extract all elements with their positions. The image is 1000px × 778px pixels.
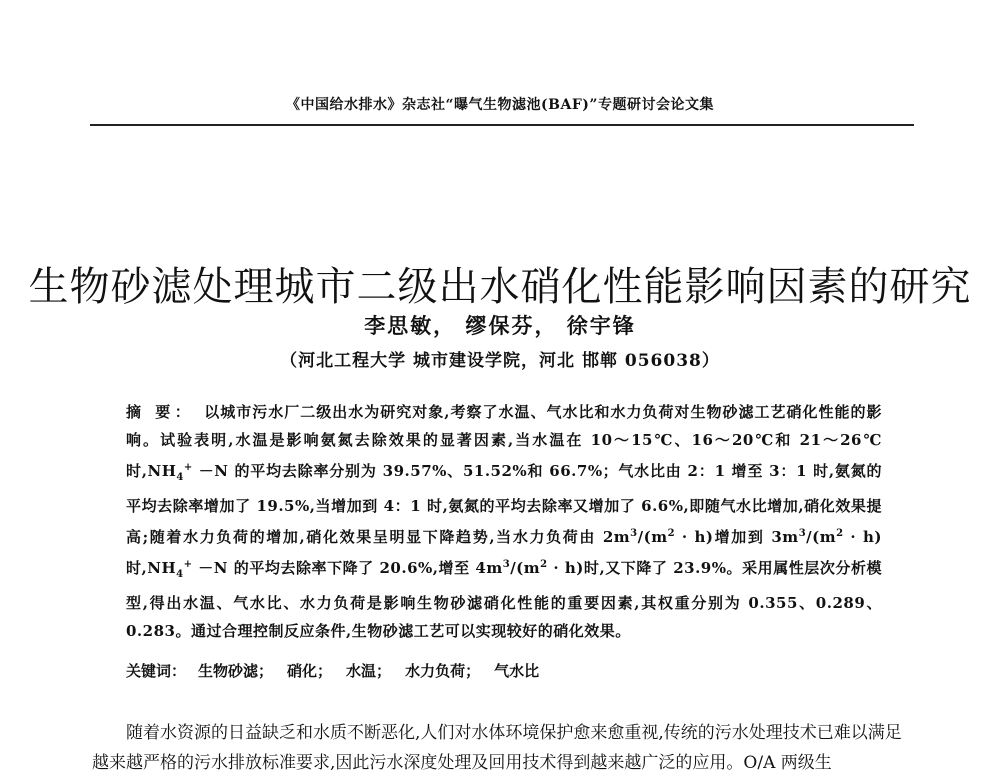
- unit-sup-3a: 3: [630, 528, 638, 539]
- abstract-text-1: 以城市污水厂二级出水为研究对象,考察了水温、气水比和水力负荷对生物砂滤工艺硝化性能的影响。试验表明,水温是影响氨氮去除效果的显著因素,当水温在 10～15℃、16～20℃和 21～26℃时,NH: [126, 403, 882, 480]
- body-paragraph: [92, 718, 916, 778]
- abstract-text-7: －N 的平均去除率下降了 20.6%,增至 4m: [192, 559, 503, 577]
- unit-sup-3b: 3: [798, 528, 807, 539]
- abstract-label: 摘 要：: [126, 403, 195, 421]
- nh4-subscript: 4: [176, 472, 184, 483]
- abstract-text-3: /(m: [637, 528, 668, 546]
- keyword-item: 水力负荷；: [405, 662, 481, 680]
- keyword-item: 水温；: [346, 662, 392, 680]
- keyword-item: 硝化；: [287, 662, 333, 680]
- unit-sup-2a: 2: [667, 528, 676, 539]
- abstract-text-8: /(m: [510, 559, 541, 577]
- keyword-item: 生物砂滤；: [198, 662, 274, 680]
- journal-header: 《中国给水排水》杂志社“曝气生物滤池(BAF)”专题研讨会论文集: [286, 97, 714, 113]
- abstract-text-5: /(m: [806, 528, 837, 546]
- keyword-item: 气水比: [494, 662, 540, 680]
- unit-sup-2b: 2: [836, 528, 844, 539]
- abstract-text-9: · h)时,又下降了 23.9%。采用属性层次分析模型,得出水温、气水比、水力负荷是影响生物砂滤硝化性能的重要因素,其权重分别为 0.355、0.289、0.283。通过合理控制反应条件,生物砂滤工艺可以实现较好的硝化效果。: [126, 559, 882, 640]
- nh4-superscript: +: [183, 462, 193, 473]
- keywords: [126, 660, 882, 681]
- unit-sup-3c: 3: [502, 559, 511, 570]
- nh4-subscript-2: 4: [176, 569, 184, 580]
- header-rule: [90, 124, 914, 126]
- paper-title: 生物砂滤处理城市二级出水硝化性能影响因素的研究: [28, 263, 972, 310]
- nh4-superscript-2: +: [183, 559, 193, 570]
- authors: 李思敏， 缪保芬， 徐宇锋: [364, 313, 636, 338]
- abstract: [126, 398, 882, 645]
- abstract-text-6: · h)时,NH: [126, 528, 883, 577]
- affiliation: （河北工程大学 城市建设学院，河北 邯郸 056038）: [280, 351, 720, 371]
- keywords-label: 关键词：: [126, 662, 187, 680]
- abstract-text-4: · h)增加到 3m: [675, 528, 799, 546]
- abstract-text-2: －N 的平均去除率分别为 39.57%、51.52%和 66.7%；气水比由 2：1 增至 3：1 时,氨氮的平均去除率增加了 19.5%,当增加到 4：1 时,氨氮的平均去除率又增加了 6.6%,即随气水比增加,硝化效果提高;随着水力负荷的增加,硝化效果呈明显下降趋势,当水力负荷由 2m: [126, 462, 882, 546]
- unit-sup-2c: 2: [540, 559, 548, 570]
- body-paragraph-text: 随着水资源的日益缺乏和水质不断恶化,人们对水体环境保护愈来愈重视,传统的污水处理技术已难以满足越来越严格的污水排放标准要求,因此污水深度处理及回用技术得到越来越广泛的应用。O/A 两级生: [92, 723, 902, 773]
